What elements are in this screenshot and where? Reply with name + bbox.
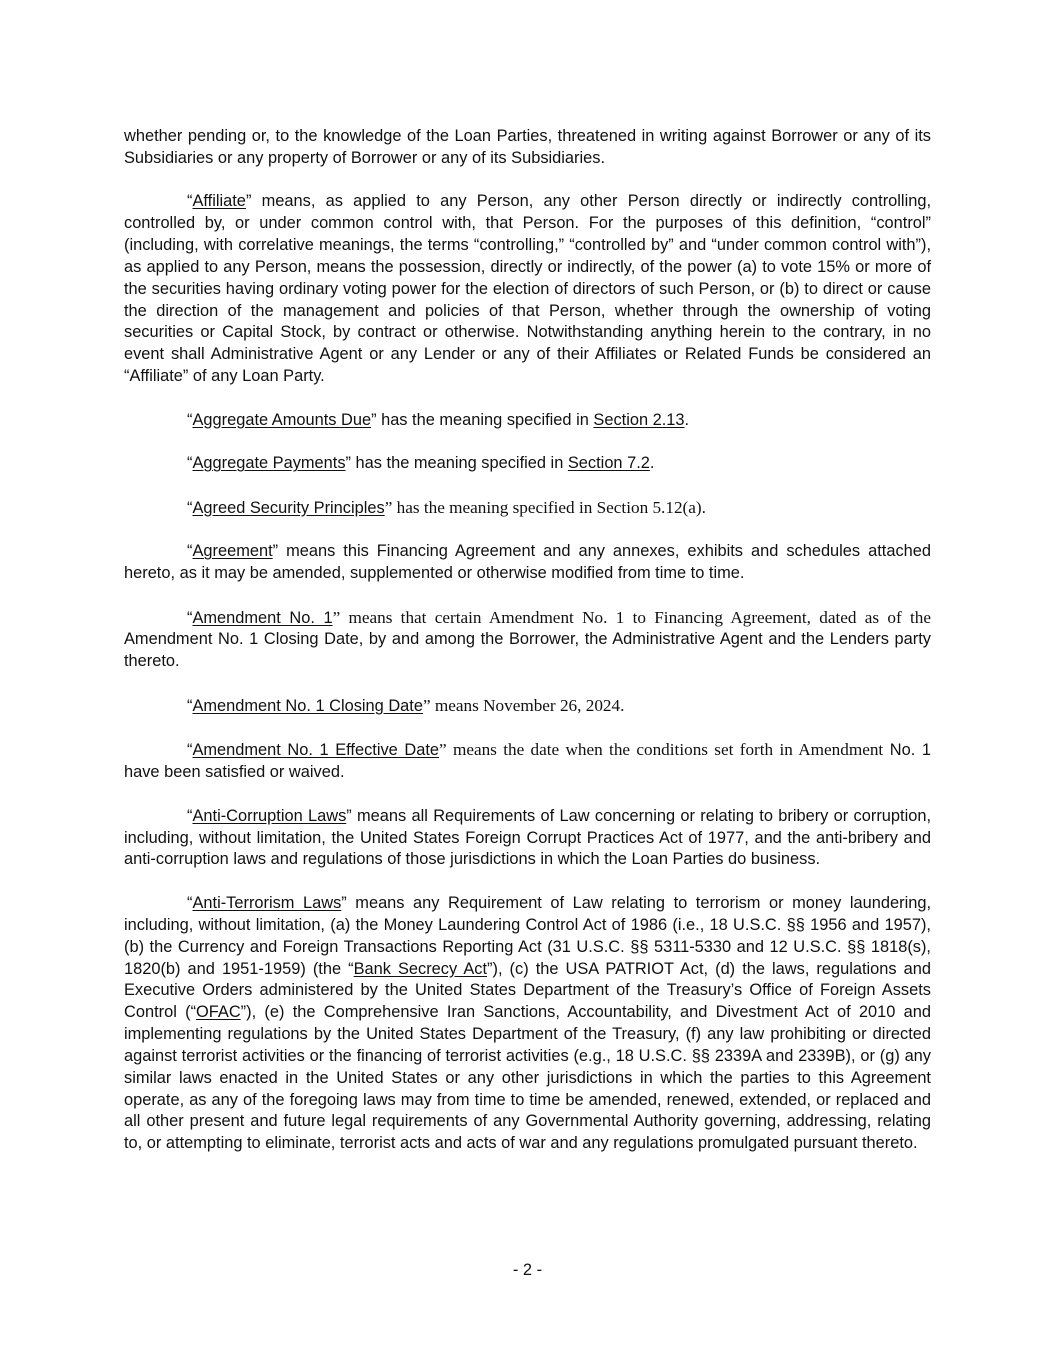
continued-text: whether pending or, to the knowledge of the Loan Parties, threatened in writing against Borrower or any of its Subsidiaries or any property of Borrower or any of its Subsidiaries.	[124, 127, 931, 167]
definition-text: ”), (c) the USA PATRIOT Act, (d) the laws, regulations and Executive Orders administered by the United States Department of the Treasury’s Office of Foreign Assets Control (“	[124, 959, 931, 1022]
open-quote: “	[187, 542, 193, 561]
definition-text: ” means November 26, 2024.	[422, 695, 625, 715]
definition-aggregate-amounts-due	[124, 410, 931, 432]
open-quote: “	[187, 696, 193, 715]
definition-text: ” means all Requirements of Law concerning or relating to bribery or corruption, including, without limitation, the United States Foreign Corrupt Practices Act of 1977, and the anti-bribery and anti-corruption laws and regulations of those jurisdictions in which the Loan Parties do business.	[124, 806, 931, 869]
open-quote: “	[187, 498, 193, 517]
section-reference: Section 2.13	[593, 410, 685, 429]
definition-text: No. 1 have been satisfied or waived.	[124, 741, 931, 782]
defined-term: Amendment No. 1 Effective Date	[192, 741, 439, 760]
definition-aggregate-payments	[124, 453, 931, 475]
definition-text: ” means this Financing Agreement and any annexes, exhibits and schedules attached hereto, as it may be amended, supplemented or otherwise modified from time to time.	[124, 542, 931, 583]
definition-amendment-no-1-closing-date	[124, 695, 931, 718]
section-reference: Section 7.2	[567, 454, 650, 473]
definition-end: .	[649, 454, 655, 473]
defined-term: Amendment No. 1 Closing Date	[192, 696, 423, 715]
definition-affiliate	[124, 191, 931, 388]
definition-amendment-no-1-effective-date	[124, 739, 931, 784]
definition-text: Amendment No. 1 Closing Date, by and among the Borrower, the Administrative Agent and the Lenders party thereto.	[124, 630, 931, 671]
definition-text: ”), (e) the Comprehensive Iran Sanctions, Accountability, and Divestment Act of 2010 and implementing regulations by the United States Department of the Treasury, (f) any law prohibiting or directed against terrorist activities or the financing of terrorist activities (e.g., 18 U.S.C. §§ 2339A and 2339B), or (g) any similar laws enacted in the United States or any other jurisdictions in which the parties to this Agreement operate, as any of the foregoing laws may from time to time be amended, renewed, extended, or replaced and all other present and future legal requirements of any Governmental Authority governing, addressing, relating to, or attempting to eliminate, terrorist acts and acts of war and any regulations promulgated pursuant thereto.	[124, 1003, 931, 1153]
definition-anti-corruption-laws	[124, 806, 931, 872]
definition-amendment-no-1	[124, 607, 931, 674]
definition-text: ” has the meaning specified in Section 5.12(a).	[384, 497, 706, 517]
continued-paragraph	[124, 126, 931, 170]
definition-agreed-security-principles	[124, 497, 931, 520]
defined-term: Anti-Corruption Laws	[192, 806, 347, 825]
defined-term: Agreed Security Principles	[192, 498, 385, 517]
definition-end: .	[684, 410, 690, 429]
page-number: - 2 -	[512, 1261, 543, 1279]
open-quote: “	[187, 608, 193, 627]
defined-term-ofac: OFAC	[196, 1003, 241, 1022]
document-body	[124, 126, 931, 1177]
defined-term: Amendment No. 1	[192, 608, 333, 627]
definition-text: ” means any Requirement of Law relating to terrorism or money laundering, including, without limitation, (a) the Money Laundering Control Act of 1986 (i.e., 18 U.S.C. §§ 1956 and 1957), (b) the Currency and Foreign Transactions Reporting Act (31 U.S.C. §§ 5311-5330 and 12 U.S.C. §§ 1818(s), 1820(b) and 1951-1959) (the “	[124, 893, 931, 978]
open-quote: “	[187, 192, 193, 211]
definition-text-serif: ” means the date when the conditions set forth in Amendment	[439, 740, 884, 760]
definition-text-serif: ” means that certain Amendment No. 1 to Financing Agreement, dated as of the	[332, 607, 931, 627]
defined-term-bank-secrecy-act: Bank Secrecy Act	[353, 959, 488, 978]
defined-term: Agreement	[192, 542, 273, 561]
open-quote: “	[187, 454, 193, 473]
open-quote: “	[187, 806, 193, 825]
defined-term: Aggregate Payments	[192, 454, 346, 473]
open-quote: “	[187, 410, 193, 429]
definition-text: ” means, as applied to any Person, any other Person directly or indirectly controlling, controlled by, or under common control with, that Person. For the purposes of this definition, “control” (including, with correlative meanings, the terms “controlling,” “controlled by” and “under common control with”), as applied to any Person, means the possession, directly or indirectly, of the power (a) to vote 15% or more of the securities having ordinary voting power for the election of directors of such Person, or (b) to direct or cause the direction of the management and policies of that Person, whether through the ownership of voting securities or Capital Stock, by contract or otherwise. Notwithstanding anything herein to the contrary, in no event shall Administrative Agent or any Lender or any of their Affiliates or Related Funds be considered an “Affiliate” of any Loan Party.	[124, 192, 931, 386]
definition-text: ” has the meaning specified in	[345, 454, 568, 473]
open-quote: “	[187, 741, 193, 760]
definition-anti-terrorism-laws	[124, 893, 931, 1155]
definition-agreement	[124, 541, 931, 585]
defined-term: Affiliate	[192, 192, 246, 211]
open-quote: “	[187, 893, 193, 912]
defined-term: Aggregate Amounts Due	[192, 410, 372, 429]
definition-text: ” has the meaning specified in	[371, 410, 594, 429]
defined-term: Anti-Terrorism Laws	[192, 893, 342, 912]
